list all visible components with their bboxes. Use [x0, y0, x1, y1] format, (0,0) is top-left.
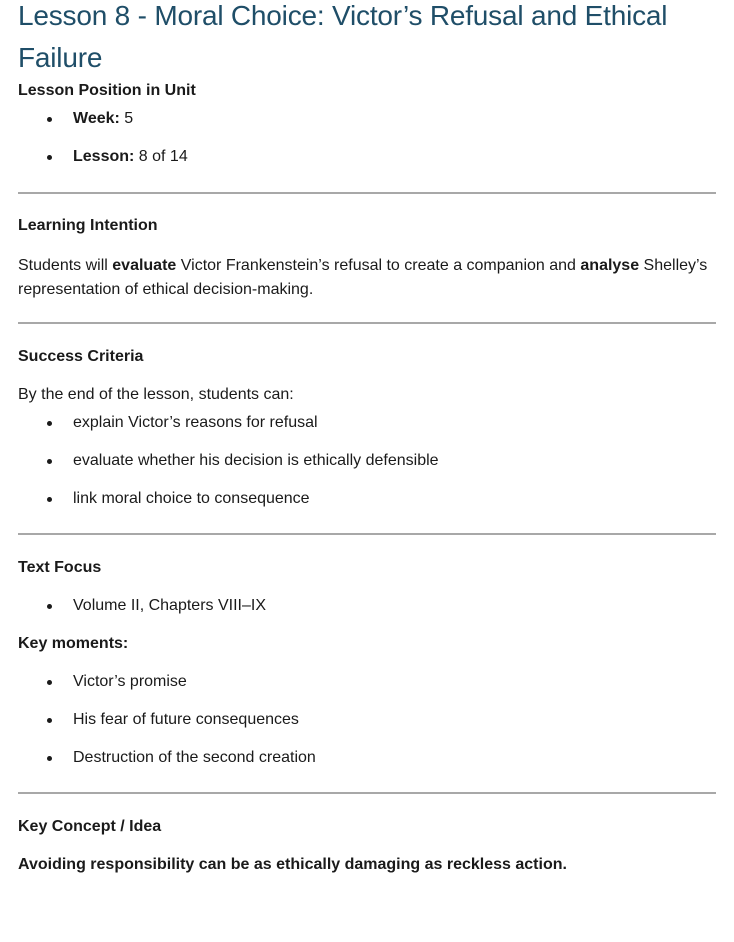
learning-intention-text — [18, 254, 716, 302]
lesson-value: 8 of 14 — [134, 148, 188, 165]
key-concept-statement: Avoiding responsibility can be as ethically damaging as reckless action. — [18, 856, 567, 873]
list-item: explain Victor’s reasons for refusal — [18, 413, 716, 433]
list-item: Victor’s promise — [18, 672, 716, 692]
list-item-lesson — [18, 147, 716, 167]
lesson-position-heading: Lesson Position in Unit — [18, 82, 196, 99]
week-value: 5 — [119, 110, 134, 127]
divider — [18, 533, 716, 535]
key-concept-heading: Key Concept / Idea — [18, 818, 162, 835]
lesson-position-list — [18, 109, 716, 167]
intention-text-3: Shelley’s representation of ethical decision-making. — [18, 257, 708, 298]
divider — [18, 192, 716, 194]
text-focus-list — [18, 596, 716, 616]
intention-bold-evaluate: evaluate — [112, 257, 177, 274]
list-item-week — [18, 109, 716, 129]
list-item: Destruction of the second creation — [18, 748, 716, 768]
key-moments-list — [18, 672, 716, 768]
page-title: Lesson 8 - Moral Choice: Victor’s Refusal and Ethical Failure — [18, 0, 668, 73]
intention-text-1: Students will — [18, 257, 113, 274]
success-criteria-list — [18, 413, 716, 509]
divider — [18, 322, 716, 324]
list-item: evaluate whether his decision is ethically defensible — [18, 451, 716, 471]
list-item: link moral choice to consequence — [18, 489, 716, 509]
list-item: His fear of future consequences — [18, 710, 716, 730]
list-item: Volume II, Chapters VIII–IX — [18, 596, 716, 616]
success-criteria-heading: Success Criteria — [18, 348, 144, 365]
text-focus-heading: Text Focus — [18, 559, 102, 576]
intention-bold-analyse: analyse — [580, 257, 640, 274]
divider — [18, 792, 716, 794]
key-moments-heading: Key moments: — [18, 635, 129, 652]
lesson-label: Lesson: — [73, 148, 135, 165]
success-criteria-intro: By the end of the lesson, students can: — [18, 386, 294, 403]
week-label: Week: — [73, 110, 120, 127]
intention-text-2: Victor Frankenstein’s refusal to create a companion and — [176, 257, 581, 274]
learning-intention-heading: Learning Intention — [18, 217, 158, 234]
